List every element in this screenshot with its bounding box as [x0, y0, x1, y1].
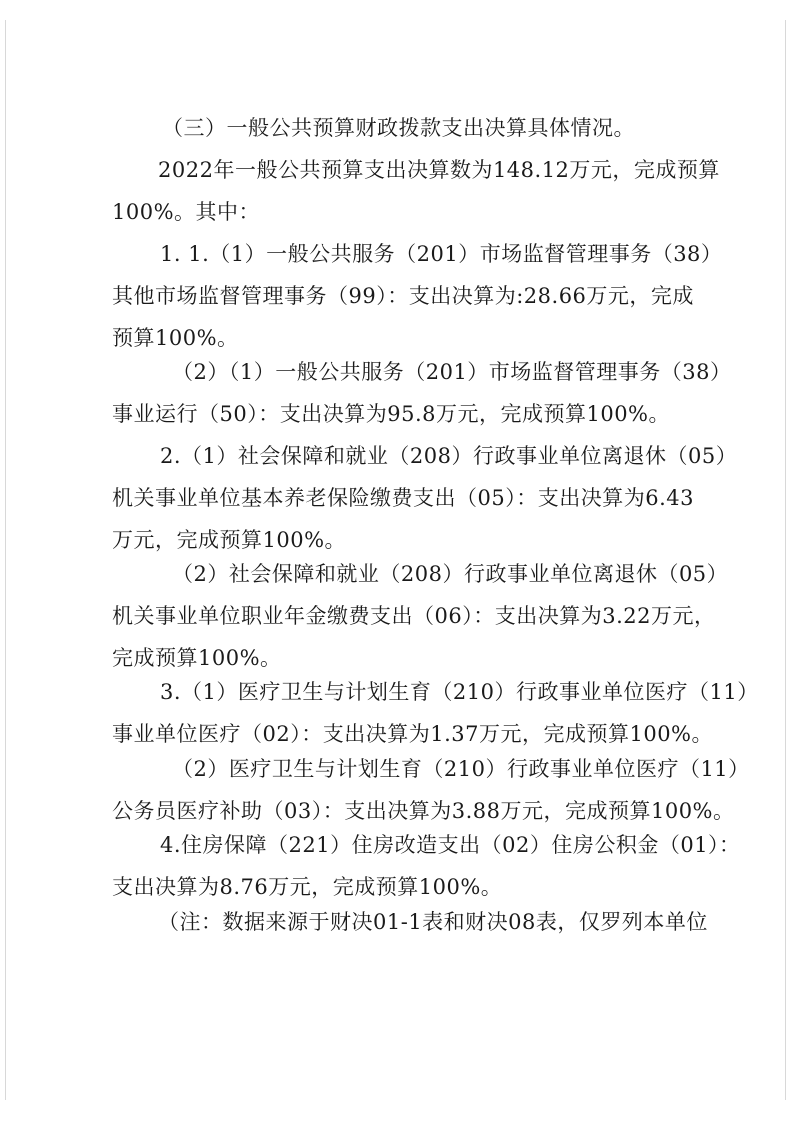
- item-3-line-1: 2.（1）社会保障和就业（208）行政事业单位离退休（05）: [160, 444, 738, 468]
- item-6-line-1: （2）医疗卫生与计划生育（210）行政事业单位医疗（11）: [172, 757, 750, 781]
- item-2-line-2: 事业运行（50）：支出决算为95.8万元，完成预算100%。: [112, 402, 671, 426]
- item-1-line-2: 其他市场监督管理事务（99）：支出决算为:28.66万元，完成: [112, 284, 694, 308]
- item-6-line-2: 公务员医疗补助（03）：支出决算为3.88万元，完成预算100%。: [112, 799, 735, 823]
- item-5-line-2: 事业单位医疗（02）：支出决算为1.37万元，完成预算100%。: [112, 722, 714, 746]
- item-1-line-3: 预算100%。: [112, 326, 239, 350]
- item-7-line-1: 4.住房保障（221）住房改造支出（02）住房公积金（01）：: [160, 833, 741, 857]
- item-2-line-1: （2）（1）一般公共服务（201）市场监督管理事务（38）: [172, 360, 732, 384]
- item-5-line-1: 3.（1）医疗卫生与计划生育（210）行政事业单位医疗（11）: [160, 680, 759, 704]
- scan-edge-right: [785, 20, 786, 1100]
- item-7-line-2: 支出决算为8.76万元，完成预算100%。: [112, 875, 503, 899]
- item-3-line-3: 万元，完成预算100%。: [112, 528, 347, 552]
- item-4-line-3: 完成预算100%。: [112, 646, 282, 670]
- summary-line-1: 2022年一般公共预算支出决算数为148.12万元，完成预算: [158, 158, 720, 182]
- scan-edge-left: [5, 20, 6, 1100]
- item-4-line-1: （2）社会保障和就业（208）行政事业单位离退休（05）: [172, 562, 729, 586]
- summary-line-2: 100%。其中：: [112, 200, 261, 224]
- item-3-line-2: 机关事业单位基本养老保险缴费支出（05）：支出决算为6.43: [112, 486, 694, 510]
- note-line: （注：数据来源于财决01-1表和财决08表，仅罗列本单位: [158, 910, 708, 934]
- section-heading: （三）一般公共预算财政拨款支出决算具体情况。: [162, 116, 635, 140]
- item-4-line-2: 机关事业单位职业年金缴费支出（06）：支出决算为3.22万元，: [112, 604, 716, 628]
- item-1-line-1: 1. 1.（1）一般公共服务（201）市场监督管理事务（38）: [160, 242, 723, 266]
